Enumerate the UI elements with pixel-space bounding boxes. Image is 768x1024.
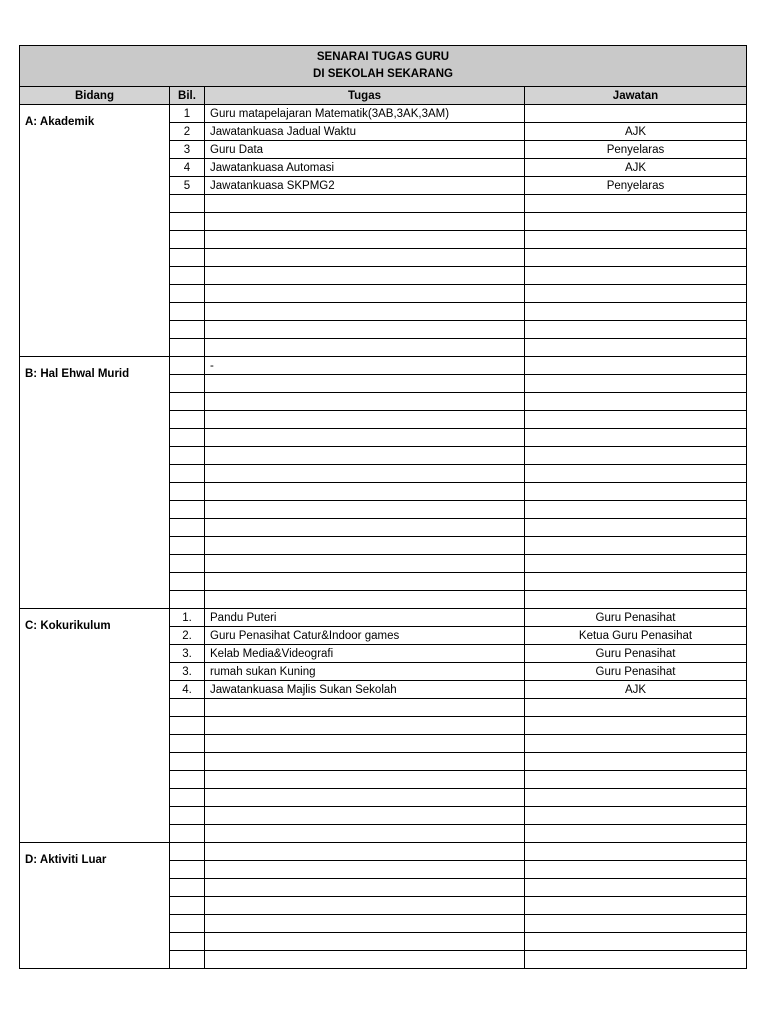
cell-bil	[170, 213, 205, 231]
cell-jawatan	[525, 897, 747, 915]
cell-jawatan	[525, 357, 747, 375]
table-row	[20, 609, 747, 627]
cell-bil	[170, 897, 205, 915]
cell-tugas	[205, 843, 525, 861]
table-body	[20, 105, 747, 969]
cell-tugas	[205, 231, 525, 249]
header-bidang: Bidang	[20, 87, 170, 105]
cell-jawatan	[525, 429, 747, 447]
cell-bil	[170, 555, 205, 573]
cell-bil	[170, 519, 205, 537]
cell-tugas	[205, 735, 525, 753]
cell-jawatan	[525, 465, 747, 483]
cell-bil	[170, 321, 205, 339]
cell-jawatan	[525, 771, 747, 789]
cell-tugas	[205, 537, 525, 555]
cell-bil	[170, 753, 205, 771]
cell-tugas: Jawatankuasa SKPMG2	[205, 177, 525, 195]
cell-jawatan	[525, 861, 747, 879]
cell-bil	[170, 393, 205, 411]
cell-tugas: Guru matapelajaran Matematik(3AB,3AK,3AM)	[205, 105, 525, 123]
title-row	[20, 46, 747, 87]
cell-jawatan	[525, 303, 747, 321]
cell-bil	[170, 951, 205, 969]
cell-tugas	[205, 915, 525, 933]
table-title	[20, 46, 747, 87]
cell-jawatan	[525, 267, 747, 285]
cell-jawatan	[525, 879, 747, 897]
cell-bil	[170, 537, 205, 555]
cell-tugas: rumah sukan Kuning	[205, 663, 525, 681]
cell-jawatan	[525, 411, 747, 429]
cell-bil: 1	[170, 105, 205, 123]
cell-jawatan	[525, 591, 747, 609]
cell-tugas	[205, 699, 525, 717]
cell-jawatan	[525, 915, 747, 933]
cell-bil	[170, 735, 205, 753]
cell-bil: 3	[170, 141, 205, 159]
cell-bil	[170, 591, 205, 609]
header-tugas: Tugas	[205, 87, 525, 105]
cell-jawatan	[525, 843, 747, 861]
cell-bil	[170, 843, 205, 861]
cell-tugas	[205, 393, 525, 411]
cell-tugas	[205, 249, 525, 267]
cell-tugas	[205, 861, 525, 879]
cell-jawatan	[525, 825, 747, 843]
cell-tugas	[205, 951, 525, 969]
cell-tugas	[205, 375, 525, 393]
table-row	[20, 843, 747, 861]
cell-jawatan	[525, 519, 747, 537]
cell-tugas: Pandu Puteri	[205, 609, 525, 627]
cell-bil	[170, 339, 205, 357]
cell-tugas	[205, 807, 525, 825]
cell-bil	[170, 303, 205, 321]
cell-tugas	[205, 429, 525, 447]
title-line-2: DI SEKOLAH SEKARANG	[313, 68, 453, 80]
cell-jawatan: AJK	[525, 123, 747, 141]
cell-tugas	[205, 933, 525, 951]
cell-tugas: Jawatankuasa Jadual Waktu	[205, 123, 525, 141]
duty-table	[19, 45, 747, 969]
cell-bil	[170, 447, 205, 465]
cell-jawatan	[525, 321, 747, 339]
cell-bil	[170, 861, 205, 879]
cell-jawatan	[525, 573, 747, 591]
title-line-1: SENARAI TUGAS GURU	[316, 51, 450, 63]
cell-tugas: Jawatankuasa Automasi	[205, 159, 525, 177]
section-label: A: Akademik	[20, 105, 170, 357]
cell-jawatan	[525, 213, 747, 231]
cell-bil	[170, 717, 205, 735]
cell-bil	[170, 375, 205, 393]
cell-tugas	[205, 411, 525, 429]
cell-tugas	[205, 501, 525, 519]
cell-jawatan	[525, 753, 747, 771]
section-label: C: Kokurikulum	[20, 609, 170, 843]
header-bil: Bil.	[170, 87, 205, 105]
cell-jawatan: Penyelaras	[525, 177, 747, 195]
cell-bil	[170, 807, 205, 825]
cell-jawatan: Penyelaras	[525, 141, 747, 159]
cell-bil	[170, 483, 205, 501]
table-row	[20, 105, 747, 123]
cell-bil: 4	[170, 159, 205, 177]
cell-bil: 4.	[170, 681, 205, 699]
cell-bil	[170, 915, 205, 933]
cell-tugas	[205, 879, 525, 897]
cell-jawatan: Guru Penasihat	[525, 645, 747, 663]
cell-tugas	[205, 573, 525, 591]
cell-bil	[170, 249, 205, 267]
cell-jawatan	[525, 483, 747, 501]
cell-jawatan	[525, 501, 747, 519]
cell-bil: 5	[170, 177, 205, 195]
cell-jawatan	[525, 807, 747, 825]
cell-bil	[170, 267, 205, 285]
cell-tugas	[205, 897, 525, 915]
cell-jawatan	[525, 735, 747, 753]
cell-jawatan	[525, 339, 747, 357]
cell-tugas	[205, 339, 525, 357]
cell-tugas	[205, 213, 525, 231]
cell-tugas	[205, 303, 525, 321]
cell-bil	[170, 465, 205, 483]
cell-bil	[170, 789, 205, 807]
cell-jawatan	[525, 105, 747, 123]
cell-tugas: Kelab Media&Videografi	[205, 645, 525, 663]
cell-tugas	[205, 825, 525, 843]
cell-jawatan	[525, 933, 747, 951]
cell-jawatan	[525, 231, 747, 249]
cell-bil	[170, 501, 205, 519]
cell-bil: 3.	[170, 645, 205, 663]
cell-jawatan	[525, 447, 747, 465]
cell-jawatan	[525, 285, 747, 303]
cell-jawatan: AJK	[525, 681, 747, 699]
cell-jawatan: Guru Penasihat	[525, 663, 747, 681]
cell-bil: 1.	[170, 609, 205, 627]
cell-tugas	[205, 267, 525, 285]
cell-bil	[170, 285, 205, 303]
cell-bil	[170, 411, 205, 429]
cell-tugas	[205, 753, 525, 771]
cell-tugas	[205, 483, 525, 501]
cell-jawatan	[525, 951, 747, 969]
cell-tugas	[205, 195, 525, 213]
cell-bil	[170, 357, 205, 375]
cell-tugas	[205, 789, 525, 807]
cell-tugas	[205, 771, 525, 789]
cell-bil: 2.	[170, 627, 205, 645]
header-jawatan: Jawatan	[525, 87, 747, 105]
cell-bil	[170, 573, 205, 591]
cell-jawatan	[525, 249, 747, 267]
cell-jawatan: AJK	[525, 159, 747, 177]
cell-bil	[170, 429, 205, 447]
cell-jawatan	[525, 537, 747, 555]
cell-tugas	[205, 519, 525, 537]
cell-tugas	[205, 447, 525, 465]
cell-jawatan	[525, 393, 747, 411]
cell-jawatan: Guru Penasihat	[525, 609, 747, 627]
cell-tugas: -	[205, 357, 525, 375]
cell-tugas	[205, 321, 525, 339]
section-label: D: Aktiviti Luar	[20, 843, 170, 969]
cell-jawatan	[525, 555, 747, 573]
cell-bil: 3.	[170, 663, 205, 681]
cell-tugas	[205, 591, 525, 609]
cell-jawatan	[525, 195, 747, 213]
cell-bil	[170, 879, 205, 897]
cell-bil	[170, 933, 205, 951]
header-row	[20, 87, 747, 105]
cell-tugas	[205, 285, 525, 303]
cell-tugas: Guru Penasihat Catur&Indoor games	[205, 627, 525, 645]
cell-bil	[170, 195, 205, 213]
cell-bil	[170, 771, 205, 789]
cell-tugas: Jawatankuasa Majlis Sukan Sekolah	[205, 681, 525, 699]
cell-jawatan	[525, 717, 747, 735]
cell-jawatan	[525, 789, 747, 807]
cell-jawatan	[525, 375, 747, 393]
cell-tugas	[205, 717, 525, 735]
cell-tugas	[205, 465, 525, 483]
cell-tugas: Guru Data	[205, 141, 525, 159]
cell-bil	[170, 699, 205, 717]
table-row	[20, 357, 747, 375]
cell-jawatan: Ketua Guru Penasihat	[525, 627, 747, 645]
cell-jawatan	[525, 699, 747, 717]
cell-tugas	[205, 555, 525, 573]
cell-bil	[170, 825, 205, 843]
cell-bil: 2	[170, 123, 205, 141]
section-label: B: Hal Ehwal Murid	[20, 357, 170, 609]
cell-bil	[170, 231, 205, 249]
